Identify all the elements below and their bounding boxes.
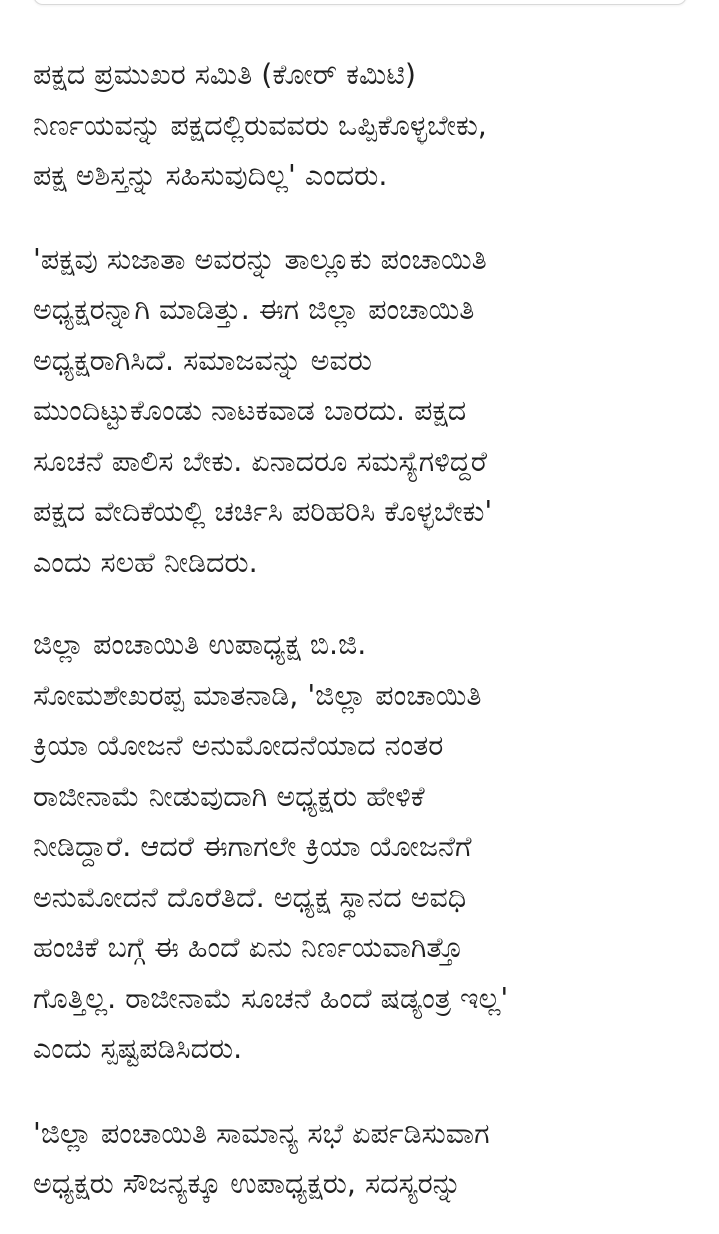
article-paragraph	[33, 235, 688, 589]
text-line: ಅಧ್ಯಕ್ಷರು ಸೌಜನ್ಯಕ್ಕೂ ಉಪಾಧ್ಯಕ್ಷರು, ಸದಸ್ಯರನ್ನು	[33, 1167, 462, 1200]
text-line: ಸೂಚನೆ ಪಾಲಿಸ ಬೇಕು. ಏನಾದರೂ ಸಮಸ್ಯೆಗಳಿದ್ದರೆ	[33, 444, 487, 478]
previous-card-edge	[33, 0, 687, 5]
text-line: ಎಂದು ಸ್ಪಷ್ಟಪಡಿಸಿದರು.	[33, 1032, 243, 1065]
text-line: ಗೊತ್ತಿಲ್ಲ. ರಾಜೀನಾಮೆ ಸೂಚನೆ ಹಿಂದೆ ಷಡ್ಯಂತ್ರ ಇಲ್ಲ'	[33, 981, 509, 1015]
article-paragraph	[33, 50, 688, 202]
text-line: ಎಂದು ಸಲಹೆ ನೀಡಿದರು.	[33, 545, 258, 579]
text-line: ಪಕ್ಷದ ವೇದಿಕೆಯಲ್ಲಿ ಚರ್ಚಿಸಿ ಪರಿಹರಿಸಿ ಕೊಳ್ಳಬೇಕು'	[33, 495, 493, 528]
article-paragraph	[33, 1109, 688, 1210]
text-line: ಹಂಚಿಕೆ ಬಗ್ಗೆ ಈ ಹಿಂದೆ ಏನು ನಿರ್ಣಯವಾಗಿತ್ತೊ	[33, 931, 464, 964]
text-line: ಅನುಮೋದನೆ ದೊರೆತಿದೆ. ಅಧ್ಯಕ್ಷ ಸ್ಥಾನದ ಅವಧಿ	[33, 880, 467, 914]
text-line: ಅಧ್ಯಕ್ಷರನ್ನಾಗಿ ಮಾಡಿತ್ತು. ಈಗ ಜಿಲ್ಲಾ ಪಂಚಾಯಿತಿ	[33, 293, 475, 326]
text-line: 'ಜಿಲ್ಲಾ ಪಂಚಾಯಿತಿ ಸಾಮಾನ್ಯ ಸಭೆ ಏರ್ಪಡಿಸುವಾಗ	[33, 1116, 490, 1150]
text-line: ಪಕ್ಷ ಅಶಿಸ್ತನ್ನು ಸಹಿಸುವುದಿಲ್ಲ' ಎಂದರು.	[33, 159, 388, 192]
text-line: ರಾಜೀನಾಮೆ ನೀಡುವುದಾಗಿ ಅಧ್ಯಕ್ಷರು ಹೇಳಿಕೆ	[33, 779, 425, 813]
article-body	[33, 50, 688, 1210]
text-line: ಸೋಮಶೇಖರಪ್ಪ ಮಾತನಾಡಿ, 'ಜಿಲ್ಲಾ ಪಂಚಾಯಿತಿ	[33, 678, 482, 712]
article-paragraph	[33, 620, 688, 1075]
text-line: ನಿರ್ಣಯವನ್ನು ಪಕ್ಷದಲ್ಲಿರುವವರು ಒಪ್ಪಿಕೊಳ್ಳಬೇಕು,	[33, 108, 487, 142]
text-line: ಕ್ರಿಯಾ ಯೋಜನೆ ಅನುಮೋದನೆಯಾದ ನಂತರ	[33, 729, 444, 762]
text-line: ಮುಂದಿಟ್ಟುಕೊಂಡು ನಾಟಕವಾಡ ಬಾರದು. ಪಕ್ಷದ	[33, 394, 467, 427]
text-line: 'ಪಕ್ಷವು ಸುಜಾತಾ ಅವರನ್ನು ತಾಲ್ಲೂಕು ಪಂಚಾಯಿತಿ	[33, 242, 487, 276]
text-line: ಜಿಲ್ಲಾ ಪಂಚಾಯಿತಿ ಉಪಾಧ್ಯಕ್ಷ ಬಿ.ಜಿ.	[33, 628, 367, 661]
text-line: ನೀಡಿದ್ದಾರೆ. ಆದರೆ ಈಗಾಗಲೇ ಕ್ರಿಯಾ ಯೋಜನೆಗೆ	[33, 830, 472, 863]
text-line: ಪಕ್ಷದ ಪ್ರಮುಖರ ಸಮಿತಿ (ಕೋರ್ ಕಮಿಟಿ)	[33, 58, 416, 91]
text-line: ಅಧ್ಯಕ್ಷರಾಗಿಸಿದೆ. ಸಮಾಜವನ್ನು ಅವರು	[33, 343, 372, 377]
